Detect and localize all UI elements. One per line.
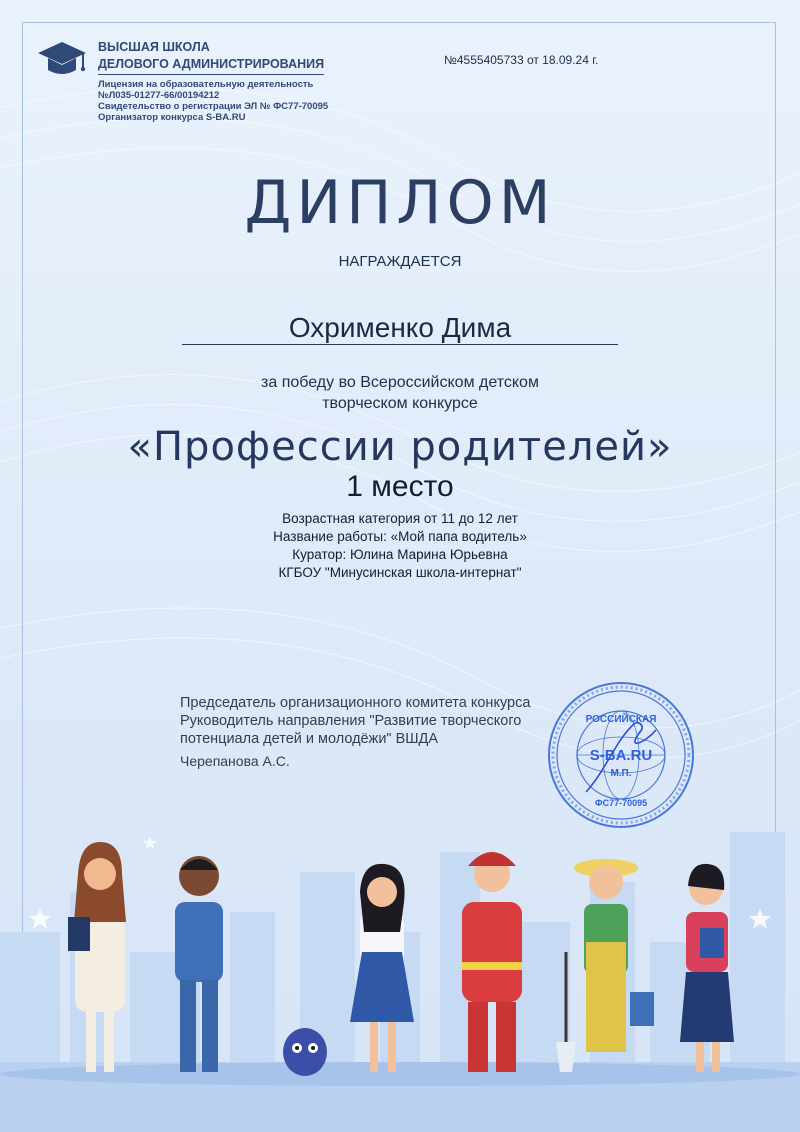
recipient-underline bbox=[182, 344, 618, 345]
age-category: Возрастная категория от 11 до 12 лет bbox=[282, 511, 518, 526]
org-name-line1: ВЫСШАЯ ШКОЛА bbox=[98, 40, 210, 54]
place-label: 1 место bbox=[346, 470, 454, 503]
signer-name: Черепанова А.С. bbox=[180, 753, 290, 769]
organization-block bbox=[98, 40, 438, 123]
school: КГБОУ "Минусинская школа-интернат" bbox=[278, 565, 522, 580]
stamp-arc-text: РОССИЙСКАЯ bbox=[585, 714, 657, 725]
diploma-title: ДИПЛОМ bbox=[244, 168, 556, 238]
reason-line2: творческом конкурсе bbox=[322, 395, 478, 412]
award-reason bbox=[0, 372, 800, 414]
license-line: Лицензия на образовательную деятельность bbox=[98, 79, 314, 90]
curator: Куратор: Юлина Марина Юрьевна bbox=[292, 547, 508, 562]
org-name-line2: ДЕЛОВОГО АДМИНИСТРИРОВАНИЯ bbox=[98, 57, 324, 75]
recipient-name: Охрименко Дима bbox=[288, 312, 512, 343]
signature-line3: потенциала детей и молодёжи" ВШДА bbox=[180, 731, 439, 747]
document-number: №4555405733 от 18.09.24 г. bbox=[444, 53, 599, 67]
work-title: Название работы: «Мой папа водитель» bbox=[273, 529, 527, 544]
stamp-center-sub: М.П. bbox=[610, 768, 632, 779]
signature-line2: Руководитель направления "Развитие творческого bbox=[180, 713, 522, 729]
stamp-reg-number: ФС77-70095 bbox=[594, 798, 648, 808]
reason-line1: за победу во Всероссийском детском bbox=[261, 374, 539, 391]
awarded-label: НАГРАЖДАЕТСЯ bbox=[338, 253, 462, 270]
stamp-center-text: S-BA.RU bbox=[589, 747, 653, 764]
participant-details bbox=[0, 510, 800, 582]
organizer-line: Организатор конкурса S-BA.RU bbox=[98, 112, 246, 123]
signature-line1: Председатель организационного комитета конкурса bbox=[180, 695, 531, 711]
official-stamp bbox=[546, 680, 696, 830]
teacher-figure bbox=[680, 864, 734, 1072]
license-number: №Л035-01277-66/00194212 bbox=[98, 90, 220, 101]
graduation-cap-icon bbox=[36, 38, 88, 82]
contest-name: «Профессии родителей» bbox=[127, 424, 673, 470]
cat-mascot bbox=[283, 1028, 327, 1076]
registration-line: Свидетельство о регистрации ЭЛ № ФС77-70095 bbox=[98, 101, 329, 112]
gardener-figure bbox=[556, 859, 654, 1072]
professions-illustration bbox=[0, 812, 800, 1132]
